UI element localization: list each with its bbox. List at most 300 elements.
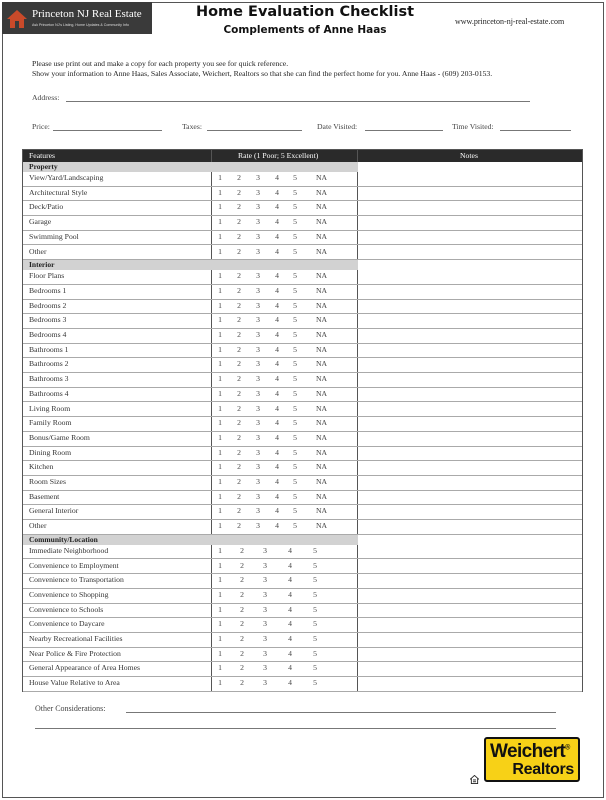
section-header — [23, 535, 358, 545]
rating-option[interactable]: 1 — [218, 575, 222, 585]
rating-option[interactable]: 2 — [240, 663, 244, 673]
section-header — [23, 260, 358, 270]
rating-option[interactable]: 4 — [275, 418, 279, 428]
rating-option[interactable]: 4 — [275, 187, 279, 197]
rating-option[interactable]: 4 — [288, 634, 292, 643]
table-row — [23, 329, 582, 344]
table-row — [23, 373, 582, 388]
rating-na-option[interactable]: NA — [316, 231, 328, 241]
rating-option[interactable]: 3 — [256, 202, 260, 212]
price-field[interactable] — [53, 130, 162, 131]
rating-na-option[interactable]: NA — [316, 202, 328, 212]
feature-label: Near Police & Fire Protection — [29, 648, 121, 658]
rating-option[interactable]: 4 — [275, 477, 279, 486]
rating-option[interactable]: 3 — [256, 521, 260, 531]
rating-option[interactable]: 1 — [218, 462, 222, 472]
feature-label: House Value Relative to Area — [29, 678, 120, 688]
feature-label: Kitchen — [29, 462, 54, 472]
rating-option[interactable]: 5 — [313, 560, 317, 570]
rating-option[interactable]: 3 — [256, 418, 260, 428]
section-header — [23, 162, 358, 172]
rating-option[interactable]: 1 — [218, 447, 222, 457]
rating-option[interactable]: 3 — [256, 374, 260, 384]
rating-option[interactable]: 1 — [218, 173, 222, 182]
rating-option[interactable]: 5 — [313, 619, 317, 629]
taxes-field[interactable] — [207, 130, 302, 131]
rating-option[interactable]: 2 — [237, 344, 241, 354]
time-visited-field[interactable] — [500, 130, 571, 131]
rating-option[interactable]: 5 — [293, 344, 297, 354]
rate-header: Rate (1 Poor; 5 Excellent) — [238, 151, 319, 160]
rating-option[interactable]: 3 — [263, 604, 267, 614]
rating-option[interactable]: 1 — [218, 271, 222, 281]
feature-label: View/Yard/Landscaping — [29, 173, 104, 182]
feature-label: Family Room — [29, 418, 72, 428]
instruction-line: Show your information to Anne Haas, Sales Associate, Weichert, Realtors so that she can find the perfect home for you. Anne Haas - (609) 203-0153. — [32, 69, 493, 78]
section-label: Community/Location — [29, 534, 98, 544]
section-label: Interior — [29, 260, 55, 270]
rating-option[interactable]: 2 — [237, 521, 241, 531]
rating-na-option[interactable]: NA — [316, 447, 328, 457]
rating-na-option[interactable]: NA — [316, 491, 328, 501]
rating-option[interactable]: 5 — [293, 231, 297, 241]
rating-option[interactable]: 3 — [256, 388, 260, 398]
rating-option[interactable]: 1 — [218, 432, 222, 442]
website-link[interactable]: www.princeton-nj-real-estate.com — [455, 17, 565, 26]
rating-option[interactable]: 4 — [275, 432, 279, 442]
rating-option[interactable]: 3 — [263, 678, 267, 688]
feature-label: Other — [29, 246, 47, 256]
rating-option[interactable]: 2 — [240, 619, 244, 629]
rating-option[interactable]: 5 — [313, 575, 317, 585]
rating-na-option[interactable]: NA — [316, 187, 328, 197]
table-row — [23, 520, 582, 535]
table-row — [23, 545, 582, 560]
rating-option[interactable]: 4 — [288, 663, 292, 673]
rating-option[interactable]: 1 — [218, 315, 222, 325]
rating-option[interactable]: 3 — [256, 403, 260, 413]
rating-option[interactable]: 2 — [237, 447, 241, 457]
rating-option[interactable]: 3 — [263, 560, 267, 570]
feature-label: Other — [29, 521, 47, 531]
rating-option[interactable]: 5 — [293, 374, 297, 384]
rating-option[interactable]: 3 — [256, 217, 260, 227]
weichert-role: Realtors — [512, 761, 574, 778]
rating-option[interactable]: 3 — [256, 359, 260, 369]
table-row — [23, 358, 582, 373]
table-row — [23, 388, 582, 403]
rating-option[interactable]: 3 — [256, 173, 260, 182]
feature-label: Convenience to Transportation — [29, 575, 124, 585]
feature-label: Floor Plans — [29, 271, 65, 281]
rating-option[interactable]: 3 — [256, 432, 260, 442]
table-row — [23, 216, 582, 231]
rating-option[interactable]: 1 — [218, 374, 222, 384]
price-label: Price: — [32, 122, 50, 131]
rating-option[interactable]: 1 — [218, 491, 222, 501]
table-row — [23, 633, 582, 648]
rating-na-option[interactable]: NA — [316, 315, 328, 325]
rating-option[interactable]: 2 — [237, 315, 241, 325]
table-row — [23, 560, 582, 575]
rating-option[interactable]: 2 — [237, 388, 241, 398]
feature-label: Bonus/Game Room — [29, 432, 90, 442]
rating-option[interactable]: 2 — [237, 506, 241, 516]
rating-option[interactable]: 4 — [275, 521, 279, 531]
rating-option[interactable]: 1 — [218, 344, 222, 354]
table-row — [23, 314, 582, 329]
feature-label: General Appearance of Area Homes — [29, 663, 140, 673]
table-row — [23, 344, 582, 359]
rating-option[interactable]: 4 — [275, 231, 279, 241]
rating-option[interactable]: 4 — [275, 173, 279, 182]
feature-label: Room Sizes — [29, 477, 66, 486]
rating-option[interactable]: 4 — [275, 359, 279, 369]
rating-option[interactable]: 4 — [275, 285, 279, 295]
rating-na-option[interactable]: NA — [316, 271, 328, 281]
feature-label: Living Room — [29, 403, 71, 413]
rating-option[interactable]: 4 — [275, 217, 279, 227]
taxes-label: Taxes: — [182, 122, 202, 131]
rating-option[interactable]: 3 — [256, 506, 260, 516]
other-considerations-field[interactable] — [126, 712, 556, 713]
feature-label: Dining Room — [29, 447, 72, 457]
rating-option[interactable]: 4 — [275, 344, 279, 354]
rating-option[interactable]: 1 — [218, 418, 222, 428]
rating-option[interactable]: 5 — [293, 202, 297, 212]
rating-option[interactable]: 2 — [237, 173, 241, 182]
rating-option[interactable]: 1 — [218, 300, 222, 310]
rating-option[interactable]: 5 — [293, 403, 297, 413]
rating-option[interactable]: 1 — [218, 330, 222, 339]
rating-option[interactable]: 4 — [275, 491, 279, 501]
table-row — [23, 589, 582, 604]
rating-option[interactable]: 4 — [288, 619, 292, 629]
rating-option[interactable]: 4 — [275, 315, 279, 325]
rating-option[interactable]: 3 — [256, 491, 260, 501]
table-row — [23, 662, 582, 677]
table-header — [23, 150, 582, 162]
rating-option[interactable]: 5 — [293, 477, 297, 486]
feature-label: Convenience to Employment — [29, 560, 119, 570]
rating-option[interactable]: 5 — [313, 648, 317, 658]
rating-option[interactable]: 5 — [293, 187, 297, 197]
rating-option[interactable]: 4 — [275, 271, 279, 281]
rating-option[interactable]: 4 — [275, 506, 279, 516]
rating-option[interactable]: 5 — [293, 217, 297, 227]
other-considerations-label: Other Considerations: — [35, 704, 106, 713]
rating-option[interactable]: 3 — [263, 663, 267, 673]
rating-option[interactable]: 2 — [237, 359, 241, 369]
rating-option[interactable]: 2 — [240, 648, 244, 658]
rating-option[interactable]: 3 — [256, 187, 260, 197]
rating-na-option[interactable]: NA — [316, 359, 328, 369]
table-row — [23, 417, 582, 432]
rating-option[interactable]: 5 — [293, 521, 297, 531]
feature-label: Bedrooms 4 — [29, 330, 67, 339]
feature-label: Bathrooms 4 — [29, 388, 69, 398]
address-field[interactable] — [66, 101, 530, 102]
table-row — [23, 574, 582, 589]
rating-option[interactable]: 2 — [240, 589, 244, 599]
feature-label: Bedrooms 2 — [29, 300, 67, 310]
rating-option[interactable]: 2 — [240, 678, 244, 688]
feature-label: Bedrooms 1 — [29, 285, 67, 295]
table-row — [23, 285, 582, 300]
logo — [2, 2, 152, 34]
table-row — [23, 231, 582, 246]
rating-option[interactable]: 5 — [293, 447, 297, 457]
rating-option[interactable]: 5 — [293, 491, 297, 501]
rating-option[interactable]: 1 — [218, 388, 222, 398]
rating-na-option[interactable]: NA — [316, 477, 328, 486]
rating-na-option[interactable]: NA — [316, 506, 328, 516]
rating-option[interactable]: 5 — [313, 589, 317, 599]
feature-label: Immediate Neighborhood — [29, 545, 109, 555]
table-row — [23, 505, 582, 520]
rating-option[interactable]: 3 — [256, 447, 260, 457]
feature-label: Bedrooms 3 — [29, 315, 67, 325]
rating-option[interactable]: 2 — [237, 271, 241, 281]
rating-option[interactable]: 2 — [237, 418, 241, 428]
rating-option[interactable]: 4 — [288, 648, 292, 658]
rating-option[interactable]: 2 — [237, 217, 241, 227]
rating-option[interactable]: 2 — [240, 634, 244, 643]
rating-option[interactable]: 3 — [263, 545, 267, 555]
logo-name: Princeton NJ Real Estate — [32, 8, 142, 20]
rating-na-option[interactable]: NA — [316, 330, 328, 339]
feature-label: Deck/Patio — [29, 202, 64, 212]
rating-option[interactable]: 2 — [237, 330, 241, 339]
rating-option[interactable]: 1 — [218, 521, 222, 531]
checklist-table — [22, 149, 583, 692]
feature-label: Convenience to Daycare — [29, 619, 105, 629]
rating-option[interactable]: 2 — [237, 403, 241, 413]
rating-option[interactable]: 3 — [256, 344, 260, 354]
rating-option[interactable]: 4 — [288, 678, 292, 688]
rating-option[interactable]: 4 — [275, 202, 279, 212]
weichert-realtors-logo — [484, 737, 580, 782]
rating-option[interactable]: 5 — [293, 388, 297, 398]
rating-option[interactable]: 3 — [263, 619, 267, 629]
rating-option[interactable]: 5 — [293, 315, 297, 325]
rating-na-option[interactable]: NA — [316, 246, 328, 256]
table-row — [23, 246, 582, 261]
rating-option[interactable]: 4 — [275, 403, 279, 413]
rating-option[interactable]: 3 — [256, 271, 260, 281]
rating-na-option[interactable]: NA — [316, 432, 328, 442]
table-row — [23, 187, 582, 202]
rating-option[interactable]: 1 — [218, 187, 222, 197]
registered-mark: ® — [565, 744, 570, 752]
rating-option[interactable]: 2 — [237, 202, 241, 212]
rating-option[interactable]: 5 — [293, 300, 297, 310]
rating-option[interactable]: 5 — [293, 271, 297, 281]
table-row — [23, 270, 582, 285]
rating-option[interactable]: 4 — [275, 246, 279, 256]
rating-na-option[interactable]: NA — [316, 521, 328, 531]
rating-option[interactable]: 4 — [288, 560, 292, 570]
rating-option[interactable]: 5 — [293, 359, 297, 369]
feature-label: Convenience to Shopping — [29, 589, 109, 599]
rating-option[interactable]: 3 — [263, 648, 267, 658]
rating-option[interactable]: 2 — [240, 604, 244, 614]
rating-option[interactable]: 1 — [218, 560, 222, 570]
rating-option[interactable]: 5 — [293, 246, 297, 256]
rating-option[interactable]: 1 — [218, 648, 222, 658]
rating-option[interactable]: 5 — [313, 663, 317, 673]
rating-option[interactable]: 2 — [237, 491, 241, 501]
rating-option[interactable]: 1 — [218, 619, 222, 629]
rating-option[interactable]: 4 — [275, 447, 279, 457]
rating-option[interactable]: 4 — [288, 604, 292, 614]
page-title: Home Evaluation Checklist — [195, 4, 415, 20]
rating-option[interactable]: 4 — [288, 545, 292, 555]
rating-option[interactable]: 1 — [218, 678, 222, 688]
rating-option[interactable]: 2 — [237, 432, 241, 442]
rating-na-option[interactable]: NA — [316, 374, 328, 384]
rating-option[interactable]: 2 — [237, 300, 241, 310]
feature-label: Convenience to Schools — [29, 604, 104, 614]
logo-tagline: Ask Princeton NJ's Listing, Home Updates & Community Info — [32, 23, 129, 27]
rating-option[interactable]: 1 — [218, 359, 222, 369]
rating-option[interactable]: 3 — [263, 589, 267, 599]
equal-housing-icon — [470, 775, 479, 784]
rating-option[interactable]: 3 — [256, 315, 260, 325]
feature-label: Garage — [29, 217, 52, 227]
house-icon — [6, 9, 28, 29]
rating-option[interactable]: 5 — [313, 634, 317, 643]
rating-option[interactable]: 3 — [256, 477, 260, 486]
rating-option[interactable]: 2 — [237, 477, 241, 486]
rating-option[interactable]: 2 — [237, 231, 241, 241]
rating-option[interactable]: 1 — [218, 403, 222, 413]
rating-option[interactable]: 5 — [293, 330, 297, 339]
rating-option[interactable]: 1 — [218, 231, 222, 241]
time-visited-label: Time Visited: — [452, 122, 494, 131]
rating-option[interactable]: 4 — [275, 300, 279, 310]
rating-option[interactable]: 4 — [275, 374, 279, 384]
rating-option[interactable]: 2 — [237, 246, 241, 256]
rating-option[interactable]: 1 — [218, 634, 222, 643]
rating-option[interactable]: 5 — [293, 432, 297, 442]
rating-option[interactable]: 1 — [218, 545, 222, 555]
table-row — [23, 172, 582, 187]
table-row — [23, 461, 582, 476]
date-visited-label: Date Visited: — [317, 122, 358, 131]
rating-option[interactable]: 1 — [218, 202, 222, 212]
table-row — [23, 300, 582, 315]
table-row — [23, 201, 582, 216]
rating-option[interactable]: 2 — [237, 285, 241, 295]
other-considerations-field[interactable] — [35, 728, 556, 729]
rating-option[interactable]: 5 — [313, 604, 317, 614]
rating-option[interactable]: 3 — [256, 462, 260, 472]
rating-option[interactable]: 4 — [275, 462, 279, 472]
rating-option[interactable]: 1 — [218, 477, 222, 486]
rating-na-option[interactable]: NA — [316, 418, 328, 428]
feature-label: Swimming Pool — [29, 231, 79, 241]
feature-label: Bathrooms 3 — [29, 374, 69, 384]
instructions — [32, 59, 492, 79]
rating-option[interactable]: 3 — [256, 285, 260, 295]
address-label: Address: — [32, 93, 60, 102]
rating-option[interactable]: 4 — [275, 388, 279, 398]
rating-option[interactable]: 4 — [275, 330, 279, 339]
rating-option[interactable]: 1 — [218, 663, 222, 673]
weichert-name: Weichert® — [490, 741, 570, 762]
section-label: Property — [29, 162, 58, 171]
rating-option[interactable]: 1 — [218, 285, 222, 295]
rating-option[interactable]: 4 — [288, 589, 292, 599]
rating-option[interactable]: 2 — [237, 374, 241, 384]
table-row — [23, 604, 582, 619]
rating-option[interactable]: 1 — [218, 506, 222, 516]
rating-option[interactable]: 3 — [256, 246, 260, 256]
rating-option[interactable]: 5 — [313, 678, 317, 688]
rating-option[interactable]: 1 — [218, 589, 222, 599]
feature-label: Bathrooms 2 — [29, 359, 69, 369]
rating-option[interactable]: 3 — [256, 300, 260, 310]
table-row — [23, 476, 582, 491]
rating-option[interactable]: 5 — [293, 173, 297, 182]
notes-header: Notes — [460, 151, 478, 160]
feature-label: Basement — [29, 491, 60, 501]
rating-na-option[interactable]: NA — [316, 462, 328, 472]
rating-option[interactable]: 2 — [240, 575, 244, 585]
rating-option[interactable]: 5 — [293, 506, 297, 516]
table-row — [23, 432, 582, 447]
rating-option[interactable]: 3 — [256, 330, 260, 339]
table-row — [23, 648, 582, 663]
rating-option[interactable]: 2 — [240, 560, 244, 570]
rating-na-option[interactable]: NA — [316, 173, 328, 182]
rating-option[interactable]: 3 — [256, 231, 260, 241]
feature-label: Nearby Recreational Facilities — [29, 634, 123, 643]
rating-option[interactable]: 2 — [240, 545, 244, 555]
rating-option[interactable]: 5 — [293, 418, 297, 428]
instruction-line: Please use print out and make a copy for each property you see for quick reference. — [32, 59, 289, 68]
rating-option[interactable]: 1 — [218, 246, 222, 256]
rating-option[interactable]: 3 — [263, 634, 267, 643]
feature-label: General Interior — [29, 506, 79, 516]
rating-na-option[interactable]: NA — [316, 403, 328, 413]
rating-na-option[interactable]: NA — [316, 300, 328, 310]
table-row — [23, 677, 582, 692]
rating-option[interactable]: 5 — [293, 462, 297, 472]
table-row — [23, 403, 582, 418]
date-visited-field[interactable] — [365, 130, 443, 131]
rating-na-option[interactable]: NA — [316, 388, 328, 398]
table-row — [23, 618, 582, 633]
rating-na-option[interactable]: NA — [316, 344, 328, 354]
rating-option[interactable]: 5 — [293, 285, 297, 295]
feature-label: Bathrooms 1 — [29, 344, 69, 354]
rating-na-option[interactable]: NA — [316, 285, 328, 295]
table-row — [23, 447, 582, 462]
rating-option[interactable]: 1 — [218, 604, 222, 614]
rating-option[interactable]: 5 — [313, 545, 317, 555]
page-subtitle: Complements of Anne Haas — [223, 24, 387, 36]
features-header: Features — [29, 151, 56, 160]
rating-option[interactable]: 3 — [263, 575, 267, 585]
table-row — [23, 491, 582, 506]
rating-option[interactable]: 2 — [237, 462, 241, 472]
rating-na-option[interactable]: NA — [316, 217, 328, 227]
rating-option[interactable]: 1 — [218, 217, 222, 227]
rating-option[interactable]: 4 — [288, 575, 292, 585]
rating-option[interactable]: 2 — [237, 187, 241, 197]
